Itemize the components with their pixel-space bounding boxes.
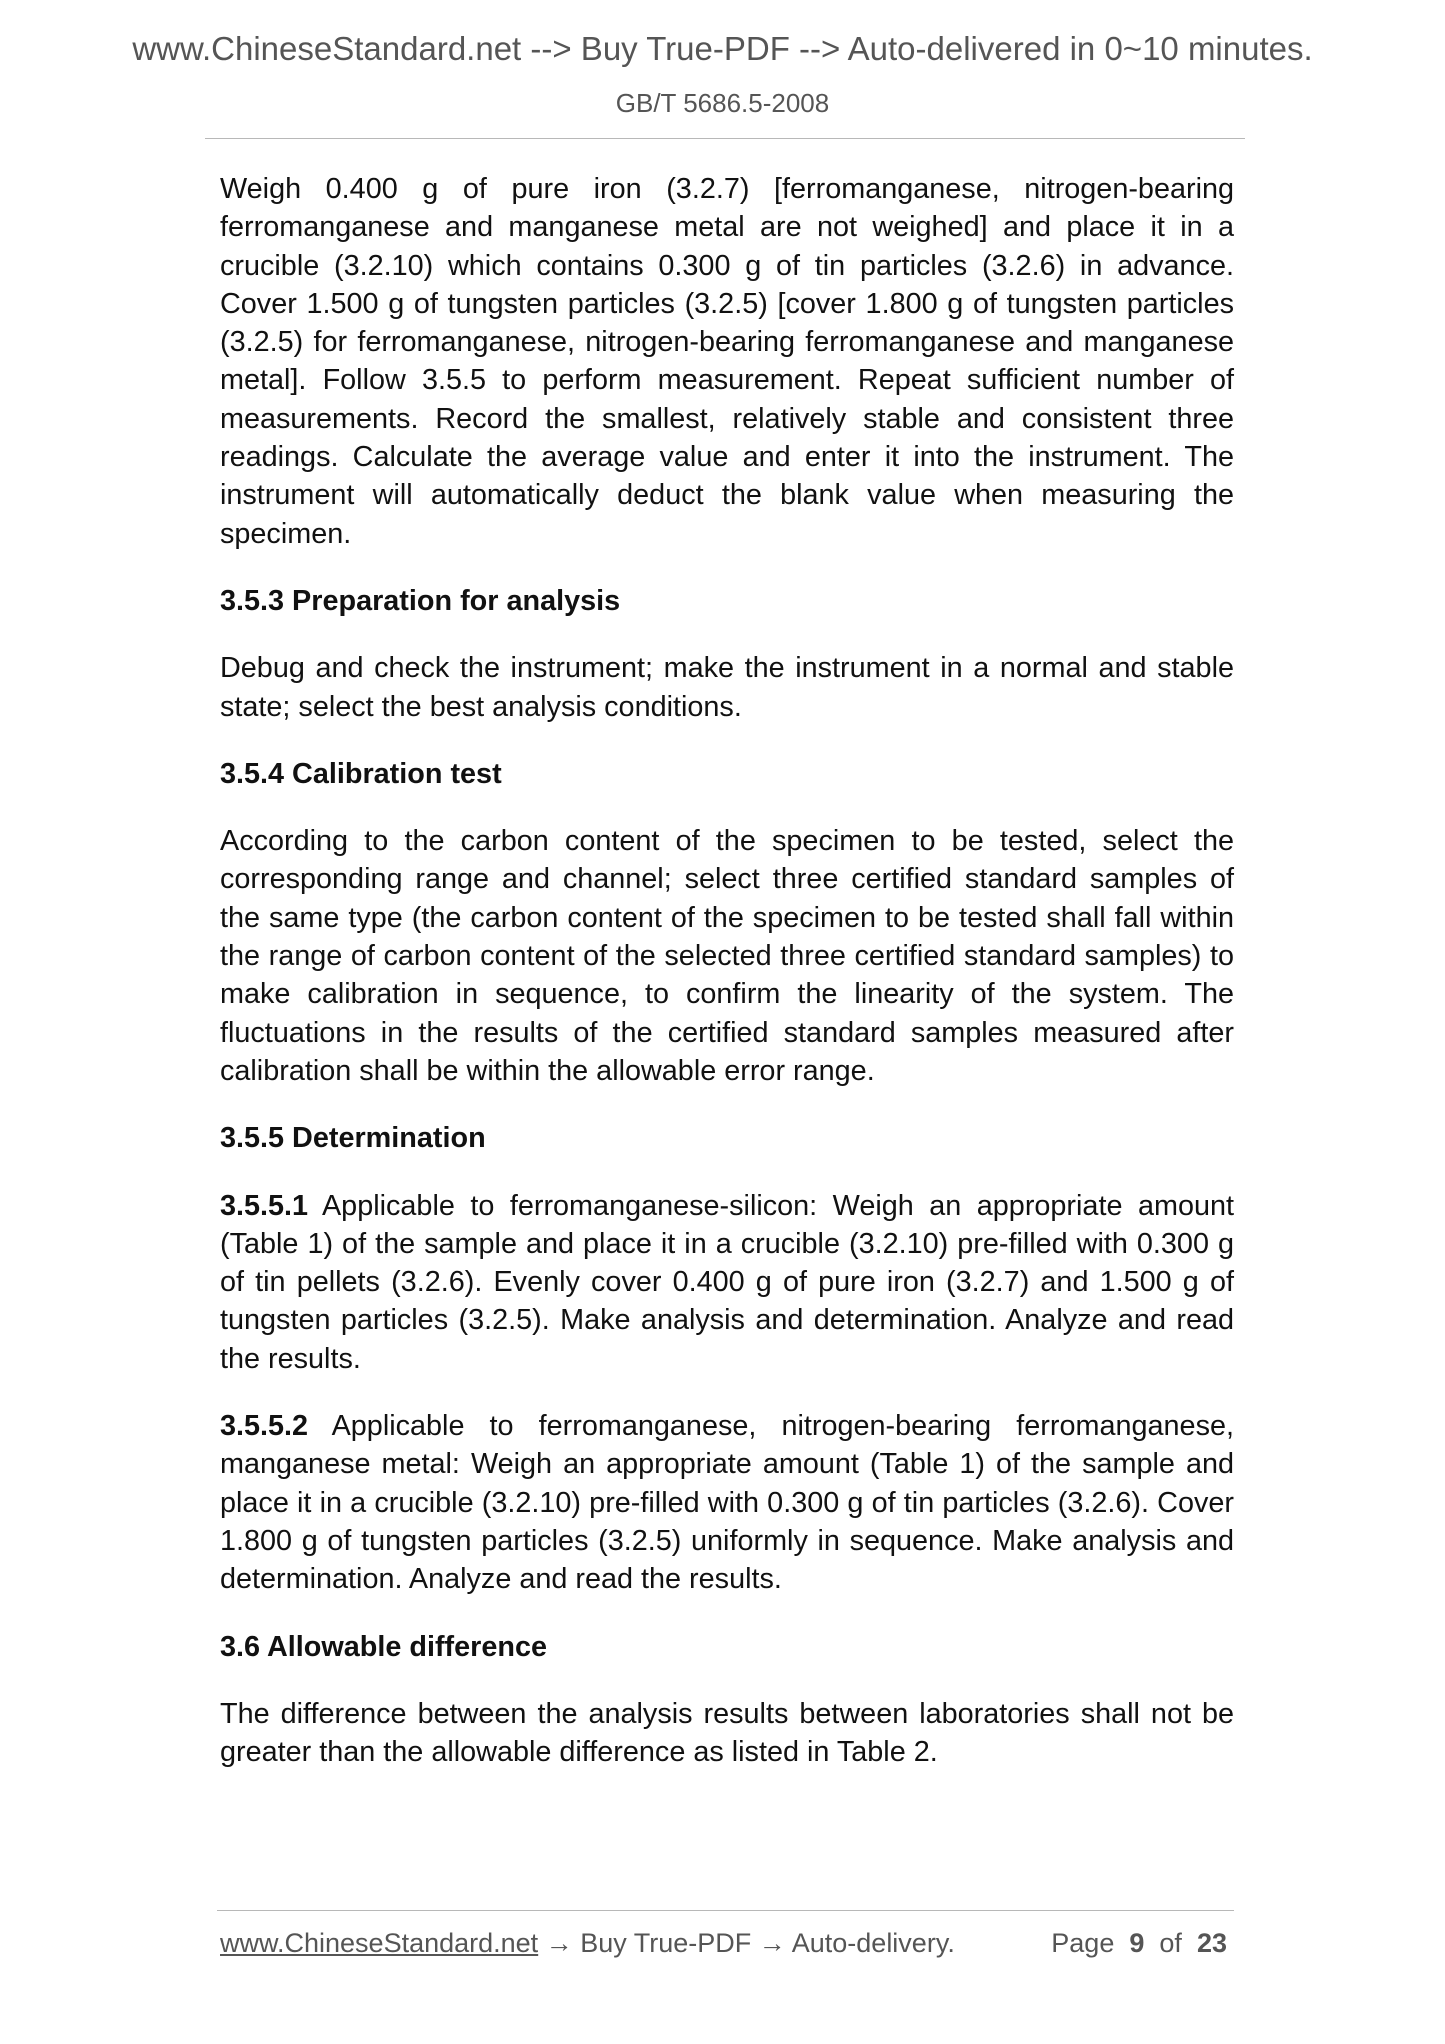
section-3-5-3-text: Debug and check the instrument; make the instrument in a normal and stable state; select the best analysis conditions. <box>220 652 1234 723</box>
section-3-5-5-2-number: 3.5.5.2 <box>220 1410 309 1443</box>
page-indicator <box>1051 1928 1227 1959</box>
of-word: of <box>1159 1928 1182 1958</box>
footer-divider <box>217 1910 1234 1911</box>
section-3-6-text: The difference between the analysis results between laboratories shall not be greater than the allowable difference as listed in Table 2. <box>220 1697 1234 1769</box>
page-current: 9 <box>1129 1928 1145 1958</box>
section-3-5-3-heading: 3.5.3 Preparation for analysis <box>220 584 621 617</box>
section-3-5-5-2-paragraph <box>220 1407 1234 1598</box>
footer-tagline: → Buy True-PDF → Auto-delivery. <box>538 1928 955 1958</box>
section-3-5-5-2-text: Applicable to ferromanganese, nitrogen-bearing ferromanganese, manganese metal: Weigh an appropriate amount (Table 1) of the sample and place it in a crucible (3.2.10) pre-filled with 0.300 g of tin particles (3.2.6). Cover 1.800 g of tungsten particles (3.2.5) uniformly in sequence. Make analysis and determination. Analyze and read the results. <box>220 1410 1234 1596</box>
header-divider <box>205 138 1245 139</box>
header-banner: www.ChineseStandard.net --> Buy True-PDF --> Auto-delivered in 0~10 minutes. <box>132 30 1313 67</box>
section-3-6-heading: 3.6 Allowable difference <box>220 1630 548 1663</box>
standard-code: GB/T 5686.5-2008 <box>615 88 830 118</box>
section-3-5-4-text: According to the carbon content of the specimen to be tested, select the corresponding range and channel; select three certified standard samples of the same type (the carbon content of the specimen to be tested shall fall within the range of carbon content of the selected three certified standard samples) to make calibration in sequence, to confirm the linearity of the system. The fluctuations in the results of the certified standard samples measured after calibration shall be within the allowable error range. <box>220 825 1234 1087</box>
section-3-5-5-1-number: 3.5.5.1 <box>220 1189 309 1222</box>
section-3-5-5-1-paragraph <box>220 1187 1234 1378</box>
page-word: Page <box>1051 1928 1115 1958</box>
page-total: 23 <box>1196 1928 1227 1958</box>
document-body <box>220 170 1234 1771</box>
intro-paragraph: Weigh 0.400 g of pure iron (3.2.7) [ferromanganese, nitrogen-bearing ferromanganese and manganese metal are not weighed] and place it in a crucible (3.2.10) which contains 0.300 g of tin particles (3.2.6) in advance. Cover 1.500 g of tungsten particles (3.2.5) [cover 1.800 g of tungsten particles (3.2.5) for ferromanganese, nitrogen-bearing ferromanganese and manganese metal]. Follow 3.5.5 to perform measurement. Repeat sufficient number of measurements. Record the smallest, relatively stable and consistent three readings. Calculate the average value and enter it into the instrument. The instrument will automatically deduct the blank value when measuring the specimen. <box>220 173 1234 550</box>
section-3-5-5-1-text: Applicable to ferromanganese-silicon: Weigh an appropriate amount (Table 1) of the sample and place it in a crucible (3.2.10) pre-filled with 0.300 g of tin pellets (3.2.6). Evenly cover 0.400 g of pure iron (3.2.7) and 1.500 g of tungsten particles (3.2.5). Make analysis and determination. Analyze and read the results. <box>220 1189 1234 1375</box>
footer-left <box>220 1928 955 1959</box>
section-3-5-4-heading: 3.5.4 Calibration test <box>220 757 502 790</box>
section-3-5-5-heading: 3.5.5 Determination <box>220 1122 486 1155</box>
footer-site-link[interactable]: www.ChineseStandard.net <box>220 1928 539 1958</box>
